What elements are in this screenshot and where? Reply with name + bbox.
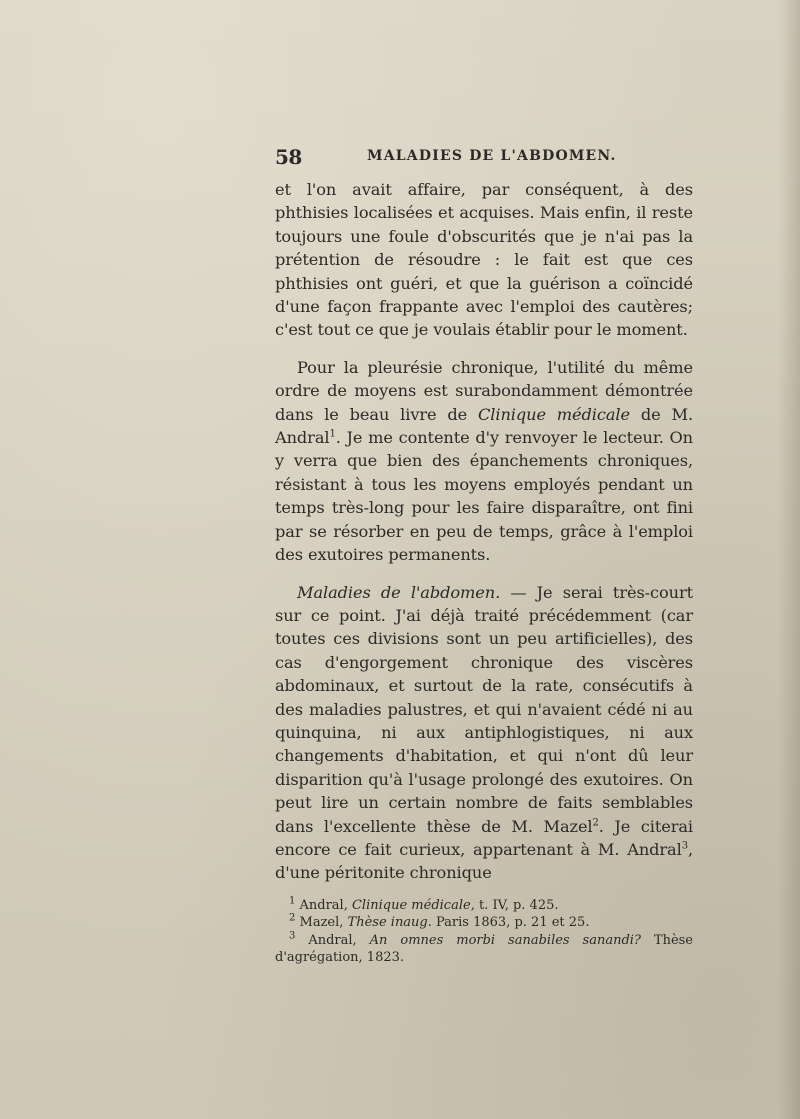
section-heading: Maladies de l'abdomen. bbox=[297, 582, 501, 602]
paragraph-1: et l'on avait affaire, par conséquent, à des phthisies localisées et acquises. Mais enfin, il reste toujours une foule d'obscurités que je n'ai pas la prétention de résoudre : le fait est que ces phthisies ont guéri, et que la guérison a coïncidé d'une façon frappante avec l'emploi des cautères; c'est tout ce que je voulais établir pour le moment. bbox=[275, 180, 693, 340]
footnote-2 bbox=[275, 914, 693, 931]
footnote-ref-2: 2 bbox=[592, 817, 599, 829]
footnote-3 bbox=[275, 932, 693, 967]
page-header bbox=[275, 145, 695, 169]
footnote-ref-3: 3 bbox=[681, 840, 688, 852]
footnote-3-details: Thèse d'agrégation, 1823. bbox=[275, 932, 694, 966]
paragraph-2-text-a: Pour la pleurésie chronique, l'utilité du même ordre de moyens est surabondamment démontrée dans le beau livre de bbox=[275, 357, 693, 424]
running-title: MALADIES DE L'ABDOMEN. bbox=[367, 148, 617, 164]
book-title-reference: Clinique médicale bbox=[478, 404, 630, 424]
body-text bbox=[275, 178, 693, 885]
paragraph-3 bbox=[275, 581, 693, 885]
footnote-2-details: Paris 1863, p. 21 et 25. bbox=[431, 915, 590, 931]
footnote-1 bbox=[275, 897, 693, 914]
footnote-2-title: Thèse inaug. bbox=[347, 915, 432, 931]
footnote-1-author: Andral, bbox=[295, 898, 352, 913]
page-number: 58 bbox=[275, 145, 302, 169]
footnote-2-author: Mazel, bbox=[295, 915, 348, 931]
footnote-2-number: 2 bbox=[289, 913, 296, 925]
footnotes bbox=[275, 897, 693, 967]
paragraph-3-text-c: , d'une péritonite chronique bbox=[275, 839, 693, 883]
paragraph-2-text-c: . Je me contente d'y renvoyer le lecteur. On y verra que bien des épanchements chroniques, résistant à tous les moyens employés pendant un temps très-long pour les faire disparaître, ont fini par se résorber en peu de temps, grâce à l'emploi des exutoires permanents. bbox=[275, 428, 693, 565]
footnote-3-number: 3 bbox=[289, 930, 296, 942]
footnote-1-details: , t. IV, p. 425. bbox=[470, 898, 559, 913]
paragraph-2-text-b: de M. Andral bbox=[275, 404, 694, 448]
footnote-ref-1: 1 bbox=[329, 428, 336, 440]
footnote-3-author: Andral, bbox=[295, 932, 370, 948]
footnote-1-number: 1 bbox=[289, 895, 296, 907]
paragraph-2 bbox=[275, 356, 693, 567]
page-edge-shadow bbox=[778, 0, 800, 1119]
footnote-3-title: An omnes morbi sanabiles sanandi? bbox=[369, 932, 641, 948]
paragraph-3-text-a: — Je serai très-court sur ce point. J'ai déjà traité précédemment (car toutes ces divisions sont un peu artificielles), des cas d'engorgement chronique des viscères abdominaux, et surtout de la rate, consécutifs à des maladies palustres, et qui n'avaient cédé ni au quinquina, ni aux antiphlogistiques, ni aux changements d'habitation, et qui n'ont dû leur disparition qu'à l'usage prolongé des exutoires. On peut lire un certain nombre de faits semblables dans l'excellente thèse de M. Mazel bbox=[275, 582, 694, 836]
footnote-1-title: Clinique médicale bbox=[351, 898, 471, 913]
paragraph-3-text-b: . Je citerai encore ce fait curieux, appartenant à M. Andral bbox=[275, 816, 693, 859]
